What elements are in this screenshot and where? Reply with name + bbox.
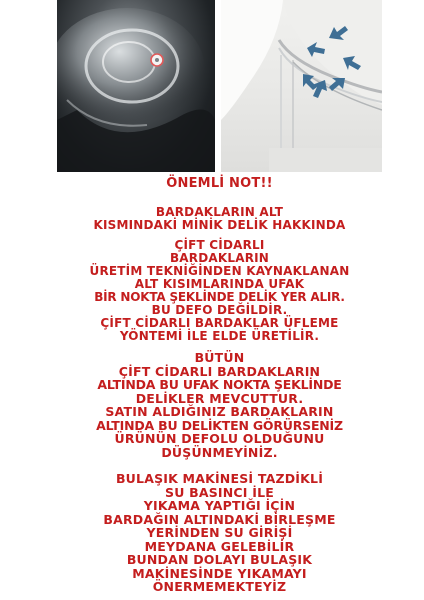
notice-line: ALTINDA BU UFAK NOKTA ŞEKLİNDE (97, 377, 342, 392)
notice-line: BARDAĞIN ALTINDAKİ BİRLEŞME (103, 511, 336, 527)
notice-line: ÇİFT CİDARLI BARDAKLARIN (118, 363, 321, 379)
notice-block-all-glasses (57, 351, 382, 459)
notice-line: YÖNTEMİ İLE ELDE ÜRETİLİR. (119, 329, 320, 343)
notice-line: KISMINDAKİ MİNİK DELİK HAKKINDA (93, 218, 346, 232)
notice-line: MAKİNESİNDE YIKAMAYI (132, 565, 307, 581)
notice-line: BÜTÜN (194, 350, 245, 365)
notice-line: YERİNDEN SU GİRİŞİ (146, 525, 293, 540)
notice-line: BARDAKLARIN ALT (155, 205, 284, 219)
glass-hole-closeup-photo (57, 0, 215, 172)
notice-line: YIKAMA YAPTIĞI İÇİN (143, 498, 296, 513)
glass-section-illustration (221, 0, 382, 172)
notice-line: BU DEFO DEĞİLDİR. (151, 303, 288, 317)
glass-closeup-illustration (57, 0, 215, 172)
notice-line: SATIN ALDIĞINIZ BARDAKLARIN (105, 404, 334, 419)
notice-line: SU BASINCI İLE (165, 484, 274, 500)
notice-line: ÇİFT CİDARLI BARDAKLAR ÜFLEME (100, 316, 339, 330)
double-wall-glass-section-photo (221, 0, 382, 172)
photo-row (57, 0, 382, 172)
notice-line: BUNDAN DOLAYI BULAŞIK (126, 552, 313, 567)
notice-line: MEYDANA GELEBİLİR (144, 538, 295, 554)
notice-title (57, 176, 382, 192)
notice-title-text: ÖNEMLİ NOT!! (166, 176, 273, 191)
notice-line: ÇİFT CİDARLI (174, 238, 265, 252)
notice-line: ALT KISIMLARINDA UFAK (134, 277, 305, 291)
notice-block-dishwasher (57, 472, 382, 594)
notice-line: ÜRETİM TEKNİĞİNDEN KAYNAKLANAN (89, 264, 350, 278)
notice-line: ALTINDA BU DELİKTEN GÖRÜRSENİZ (96, 417, 343, 433)
notice-block-production (57, 239, 382, 343)
notice-line: ÜRÜNÜN DEFOLU OLDUĞUNU (114, 431, 325, 446)
notice-block-hole-about (57, 206, 382, 232)
notice-line: BİR NOKTA ŞEKLİNDE DELİK YER ALIR. (94, 290, 345, 304)
notice-line: DÜŞÜNMEYİNİZ. (161, 444, 278, 460)
important-notice (57, 176, 382, 594)
notice-line: BULAŞIK MAKİNESİ TAZDİKLİ (115, 471, 324, 486)
notice-line: ÖNERMEMEKTEYİZ (152, 579, 287, 594)
notice-line: BARDAKLARIN (169, 251, 270, 265)
notice-line: DELİKLER MEVCUTTUR. (135, 390, 304, 406)
